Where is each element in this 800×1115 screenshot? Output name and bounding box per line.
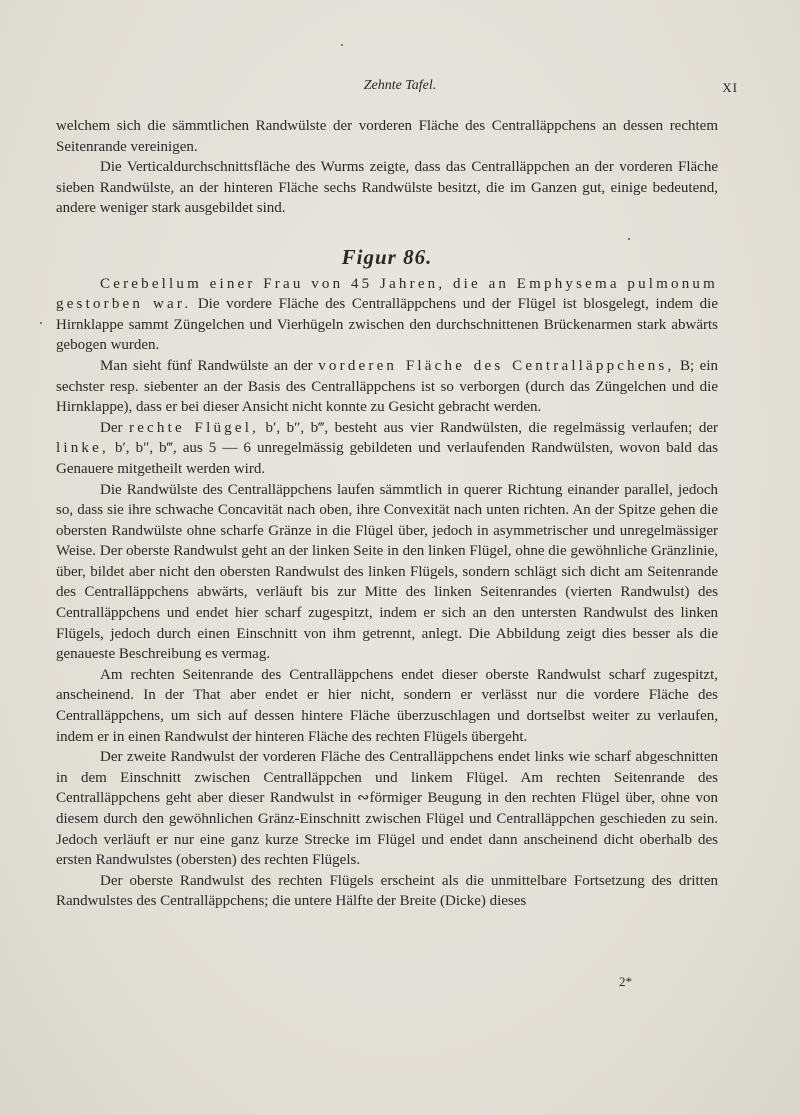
spaced-text: Cerebellum einer Frau von 45 Jahren, die an Emphysema pulmonum gestorben war. xyxy=(56,275,718,313)
signature-mark: 2* xyxy=(619,974,632,989)
figure-heading: Figur 86. xyxy=(341,244,433,269)
paragraph: Der oberste Randwulst des rechten Flügels erscheint als die unmittelbare Fortsetzung des dritten Randwulstes des Centralläppchens; die untere Hälfte der Breite (Dicke) dieses xyxy=(56,872,718,910)
paragraph: Die Randwülste des Centralläppchens laufen sämmtlich in querer Richtung einander parallel, jedoch so, dass sie ihre schwache Concavität nach oben, ihre Convexität nach unten richten. An der Spitze gehen die obersten Randwülste ohne scharfe Gränze in die Flügel über, jedoch in asymmetrischer und unregelmässiger Weise. Der oberste Randwulst geht an der linken Seite in den linken Flügel, ohne die gewöhnliche Gränzlinie, über, bildet aber nicht den obersten Randwulst des linken Flügels, sondern schlägt sich dicht am Seitenrande des Centralläppchens abwärts, verläuft bis zur Mitte des linken Seitenrandes (vierten Randwulst) des Centralläppchens und endet hier scharf zugespitzt, indem er sich an den untersten Randwulst des linken Flügels, jedoch durch einen Einschnitt von ihm getrennt, anlegt. Die Abbildung zeigt dies besser als die genaueste Beschreibung es vermag. xyxy=(56,481,718,663)
paragraph: Die Verticaldurchschnittsfläche des Wurms zeigte, dass das Centralläppchen an der vorderen Fläche sieben Randwülste, an der hinteren Fläche sechs Randwülste besitzt, die im Ganzen gut, einige bedeutend, andere weniger stark ausgebildet sind. xyxy=(56,159,718,217)
text-run: B; ein sechster resp. siebenter an der Basis des Centralläppchens ist so verborgen (durch das Züngelchen und die Hirnklappe), dass er bei dieser Ansicht nicht konnte zu Gesicht gebracht werden. xyxy=(56,357,719,416)
ink-speck xyxy=(341,44,343,46)
paragraph xyxy=(56,418,718,480)
text-run: Die vordere Fläche des Centralläppchens und der Flügel ist blosgelegt, indem die Hirnklappe sammt Züngelchen und Vierhügeln zwischen den durchschnittenen Brückenarmen stark abwärts gebogen wurden. xyxy=(56,296,719,354)
text-run: b′, b″, b‴, aus 5 — 6 unregelmässig gebildeten und verlaufenden Randwülsten, wovon bald das Genauere mitgetheilt werden wird. xyxy=(56,440,718,477)
spaced-text: vorderen Fläche des Centralläppchens, xyxy=(318,357,675,374)
running-title: Zehnte Tafel. xyxy=(363,78,437,93)
spaced-text: linke, xyxy=(56,440,109,457)
paragraph: Am rechten Seitenrande des Centralläppchens endet dieser oberste Randwulst scharf zugespitzt, anscheinend. In der That aber endet er hier nicht, sondern er verlässt nur die vordere Fläche des Centralläppchens, um sich auf dessen hintere Fläche überzuschlagen und dortselbst weiter zu verlaufen, indem er in einen Randwulst der hinteren Fläche des rechten Flügels übergeht. xyxy=(56,666,718,745)
paragraph: Der zweite Randwulst der vorderen Fläche des Centralläppchens endet links wie scharf abgeschnitten in dem Einschnitt zwischen Centralläppchen und linkem Flügel. Am rechten Seitenrande des Centralläppchens geht aber dieser Randwulst in ∾förmiger Beugung in den rechten Flügel über, ohne von diesem durch den gewöhnlichen Gränz-Einschnitt zwischen Flügel und Centralläppchen geschieden zu sein. Jedoch verläuft er nur eine ganz kurze Strecke im Flügel und endet dann anscheinend dicht oberhalb des ersten Randwulstes (obersten) des rechten Flügels. xyxy=(56,749,718,869)
paragraph xyxy=(56,356,718,418)
text-run: Der xyxy=(100,419,129,436)
paragraph: welchem sich die sämmtlichen Randwülste der vorderen Fläche des Centralläppchens an dessen rechtem Seitenrande vereinigen. xyxy=(56,118,718,155)
spaced-text: rechte Flügel, xyxy=(129,419,260,436)
paragraph xyxy=(56,274,718,356)
text-run: b′, b″, b‴, besteht aus vier Randwülsten, die regelmässig verlaufen; der xyxy=(259,419,718,436)
page-number: XI xyxy=(722,80,738,95)
text-run: Man sieht fünf Randwülste an der xyxy=(100,357,319,374)
body-text xyxy=(56,116,718,912)
ink-speck xyxy=(40,322,42,324)
